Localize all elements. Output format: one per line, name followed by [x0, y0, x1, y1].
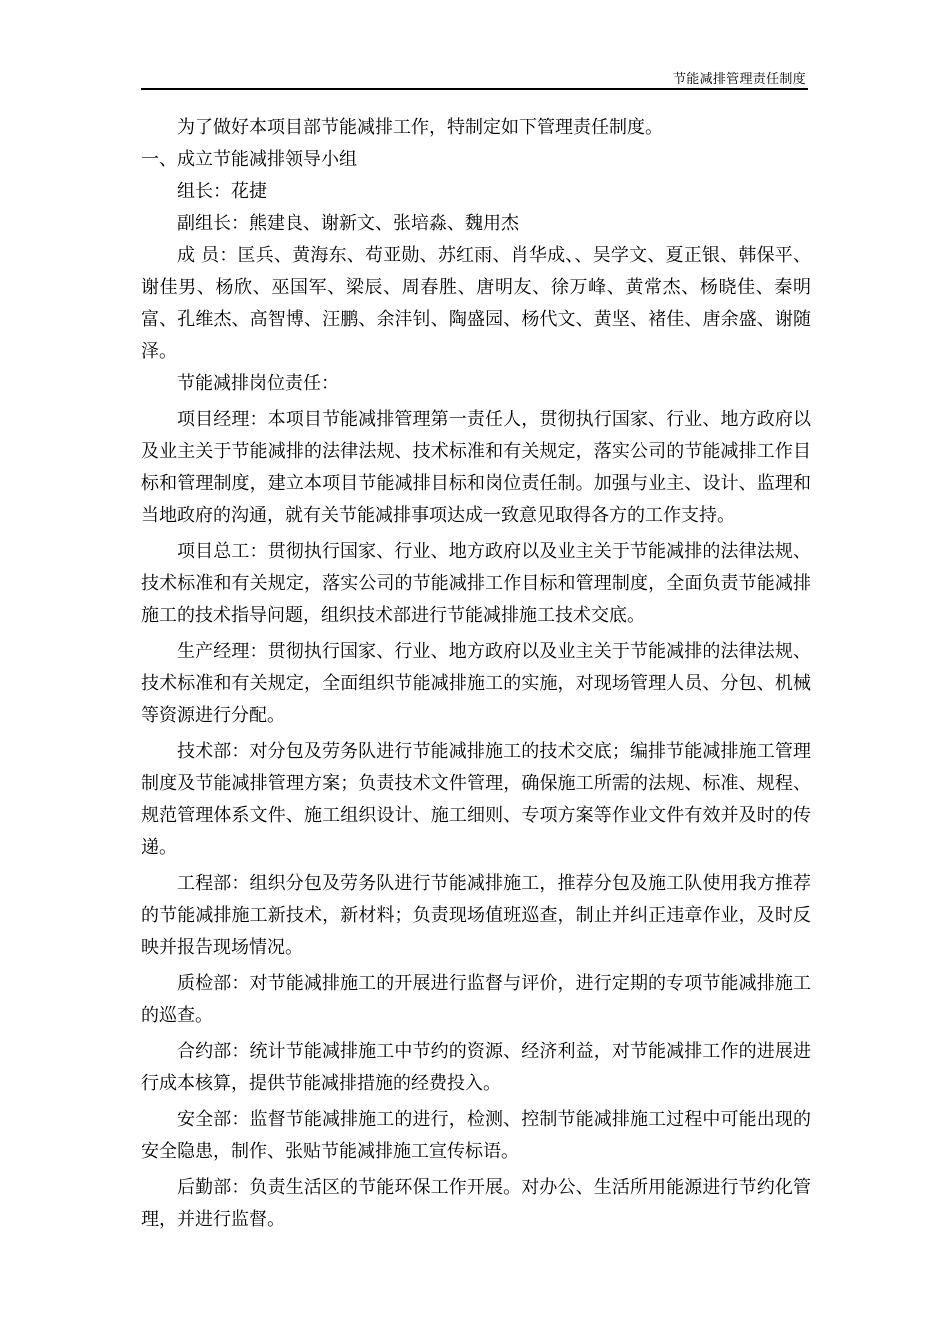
members-paragraph: 成 员：匡兵、黄海东、苟亚勋、苏红雨、肖华成、、吴学文、夏正银、韩保平、谢佳男、杨欣、巫国军、梁辰、周春胜、唐明友、徐万峰、黄常杰、杨晓佳、秦明富、孔维杰、高智博、汪鹏、余沣钊、陶盛园、杨代文、黄坚、褚佳、唐余盛、谢随泽。 [141, 245, 811, 362]
leader-line: 组长：花捷 [177, 181, 267, 202]
duty-project-manager: 项目经理：本项目节能减排管理第一责任人，贯彻执行国家、行业、地方政府以及业主关于节能减排的法律法规、技术标准和有关规定，落实公司的节能减排工作目标和管理制度，建立本项目节能减排目标和岗位责任制。加强与业主、设计、监理和当地政府的沟通，就有关节能减排事项达成一致意见取得各方的工作支持。 [141, 409, 811, 526]
duty-technical-dept: 技术部：对分包及劳务队进行节能减排施工的技术交底；编排节能减排施工管理制度及节能减排管理方案；负责技术文件管理，确保施工所需的法规、标准、规程、规范管理体系文件、施工组织设计、施工细则、专项方案等作业文件有效并及时的传递。 [141, 741, 811, 858]
duty-logistics-dept: 后勤部：负责生活区的节能环保工作开展。对办公、生活所用能源进行节约化管理，并进行监督。 [141, 1177, 811, 1230]
duty-contract-dept: 合约部：统计节能减排施工中节约的资源、经济利益，对节能减排工作的进展进行成本核算，提供节能减排措施的经费投入。 [141, 1041, 811, 1094]
duty-engineering-dept: 工程部：组织分包及劳务队进行节能减排施工，推荐分包及施工队使用我方推荐的节能减排施工新技术，新材料；负责现场值班巡查，制止并纠正违章作业，及时反映并报告现场情况。 [141, 873, 811, 958]
duty-chief-engineer: 项目总工：贯彻执行国家、行业、地方政府以及业主关于节能减排的法律法规、技术标准和有关规定，落实公司的节能减排工作目标和管理制度，全面负责节能减排施工的技术指导问题，组织技术部进行节能减排施工技术交底。 [141, 541, 811, 626]
page-header [141, 62, 808, 90]
header-title: 节能减排管理责任制度 [672, 72, 806, 87]
document-body [141, 112, 811, 1236]
duty-safety-dept: 安全部：监督节能减排施工的进行，检测、控制节能减排施工过程中可能出现的安全隐患，制作、张贴节能减排施工宣传标语。 [141, 1109, 811, 1162]
duties-heading: 节能减排岗位责任： [177, 373, 339, 394]
deputy-leaders-line: 副组长：熊建良、谢新文、张培淼、魏用杰 [177, 213, 519, 234]
duty-production-manager: 生产经理：贯彻执行国家、行业、地方政府以及业主关于节能减排的法律法规、技术标准和有关规定，全面组织节能减排施工的实施，对现场管理人员、分包、机械等资源进行分配。 [141, 641, 811, 726]
section-heading: 一、成立节能减排领导小组 [141, 149, 357, 170]
intro-paragraph: 为了做好本项目部节能减排工作，特制定如下管理责任制度。 [177, 117, 663, 138]
duty-quality-dept: 质检部：对节能减排施工的开展进行监督与评价，进行定期的专项节能减排施工的巡查。 [141, 973, 811, 1026]
